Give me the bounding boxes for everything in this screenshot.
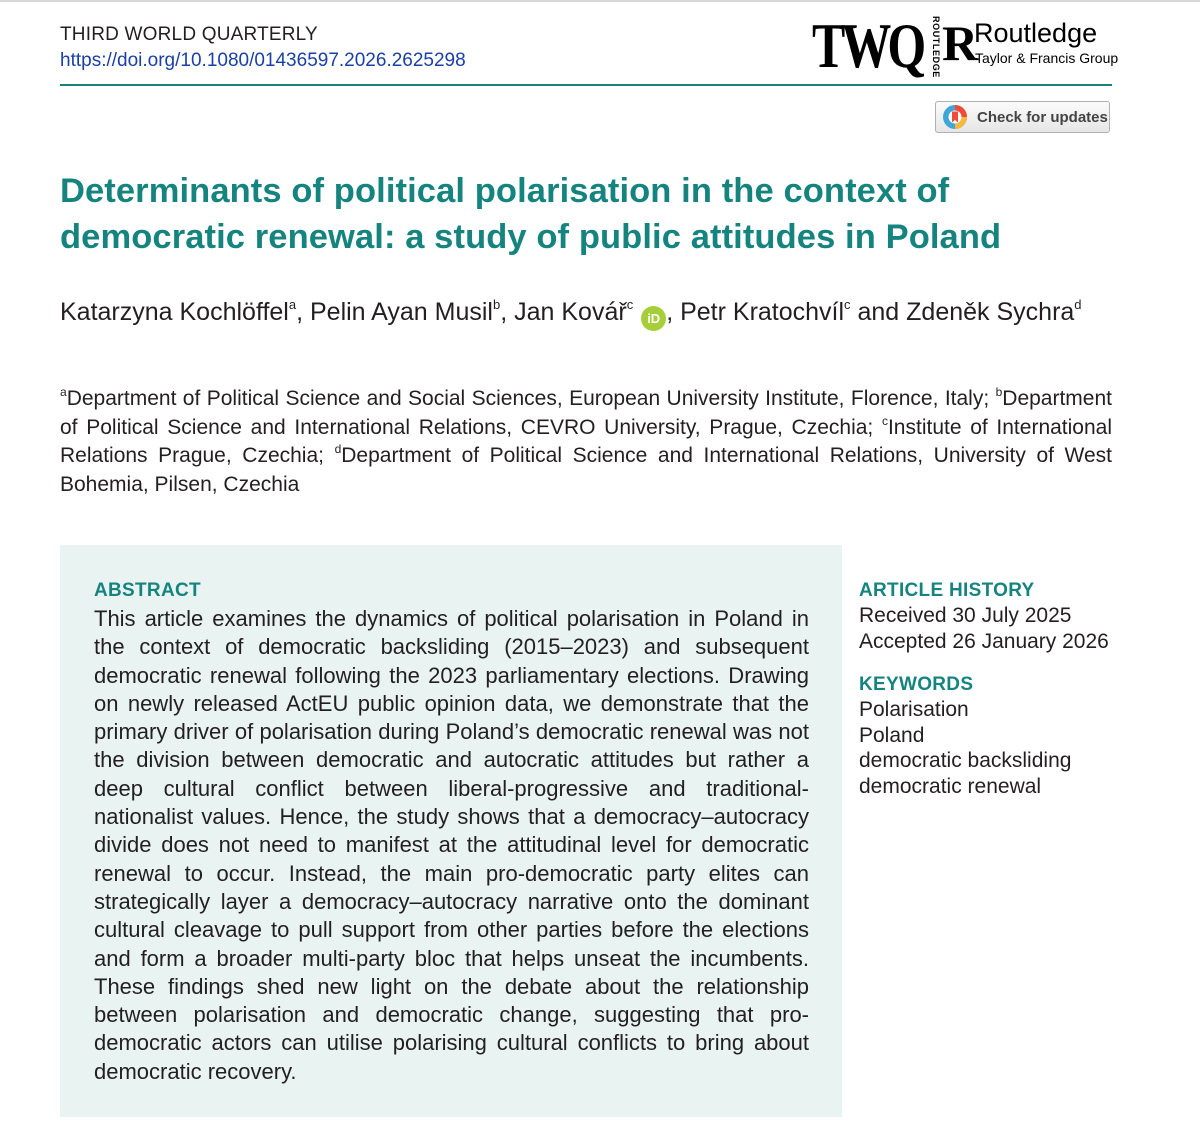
header-rule [60, 84, 1112, 86]
check-for-updates-button[interactable] [935, 101, 1110, 133]
twq-logo: TWQ [812, 10, 923, 81]
affiliation-marker: b [995, 385, 1003, 399]
affiliation-marker: a [60, 385, 67, 399]
received-date: Received 30 July 2025 [859, 604, 1072, 627]
keyword-item: democratic renewal [859, 775, 1042, 799]
accepted-date: Accepted 26 January 2026 [859, 630, 1109, 653]
orcid-icon[interactable]: iD [641, 306, 666, 331]
author-list [60, 296, 1120, 331]
keyword-item: democratic backsliding [859, 749, 1072, 773]
affiliation-marker: c [881, 413, 888, 428]
affiliation-text: Department of Political Science and Social Sciences, European University Institute, Florence, Italy; [66, 387, 996, 410]
abstract-text: This article examines the dynamics of political polarisation in Poland in the context of democratic backsliding (2015–2023) and subsequent democratic renewal following the 2023 parliamentary elections. Drawing on newly released ActEU public opinion data, we demonstrate that the primary driver of polarisation during Poland’s democratic renewal was not the division between democratic and autocratic attitudes but rather a deep cultural conflict between liberal-progressive and traditional-nationalist values. Hence, the study shows that a democracy–autocracy divide does not need to manifest at the attitudinal level for democratic renewal to occur. Instead, the main pro-democratic party elites can strategically layer a democracy–autocracy narrative onto the dominant cultural cleavage to pull support from other parties before the elections and form a broader multi-party bloc that helps unseat the incumbents. These findings shed new light on the debate about the relationship between polarisation and democratic change, suggesting that pro-democratic actors can utilise polarising cultural conflicts to bring about democratic recovery. [94, 606, 809, 1084]
author [60, 298, 296, 326]
author [310, 298, 500, 326]
author-separator: , [500, 298, 515, 326]
routledge-r-icon: R [942, 15, 979, 71]
author-affiliation-marker: a [288, 297, 297, 312]
doi-link[interactable]: https://doi.org/10.1080/01436597.2026.2625298 [60, 50, 466, 71]
author-affiliation-marker: d [1074, 297, 1082, 312]
keyword-item: Polarisation [859, 698, 969, 721]
author-separator: , [666, 298, 681, 326]
article-history-heading: ARTICLE HISTORY [859, 580, 1035, 601]
affiliations [60, 385, 1112, 499]
keywords-heading: KEYWORDS [859, 674, 974, 695]
top-border [0, 0, 1200, 2]
author-name: Pelin Ayan Musil [310, 298, 493, 326]
affiliation-text: Department of Political Science and International Relations, CEVRO University, Prague, Czechia; [60, 387, 1112, 439]
article-title: Determinants of political polarisation in the context of democratic renewal: a study of public attitudes in Poland [60, 172, 1002, 256]
routledge-vertical-text: ROUTLEDGE [931, 16, 941, 78]
affiliation-marker: d [334, 442, 342, 456]
crossmark-icon [942, 104, 968, 130]
check-for-updates-label: Check for updates [977, 108, 1108, 126]
author-name: Zdeněk Sychra [906, 298, 1075, 326]
publisher-subtitle: Taylor & Francis Group [975, 50, 1119, 66]
author-affiliation-marker: c [844, 297, 851, 312]
keyword-item: Poland [859, 723, 925, 747]
author-separator: , [296, 298, 310, 326]
author-name: Katarzyna Kochlöffel [60, 298, 289, 326]
author [514, 298, 666, 326]
author [906, 298, 1081, 326]
routledge-logo [928, 15, 1119, 78]
author-name: Jan Kovář [514, 298, 627, 326]
author-affiliation-marker: b [492, 297, 501, 312]
author-affiliation-marker: c [626, 297, 634, 312]
journal-name: THIRD WORLD QUARTERLY [60, 24, 318, 45]
author-separator: and [850, 298, 907, 326]
author-name: Petr Kratochvíl [680, 298, 845, 326]
affiliation-text: Department of Political Science and International Relations, University of West Bohemia, Pilsen, Czechia [60, 444, 1113, 496]
routledge-vertical-wordmark [928, 16, 942, 78]
affiliation-text: Institute of International Relations Prague, Czechia; [60, 415, 1113, 467]
publisher-name: Routledge [974, 18, 1098, 48]
author [680, 298, 850, 326]
keywords-list [859, 697, 1071, 800]
abstract-heading: ABSTRACT [94, 580, 201, 601]
